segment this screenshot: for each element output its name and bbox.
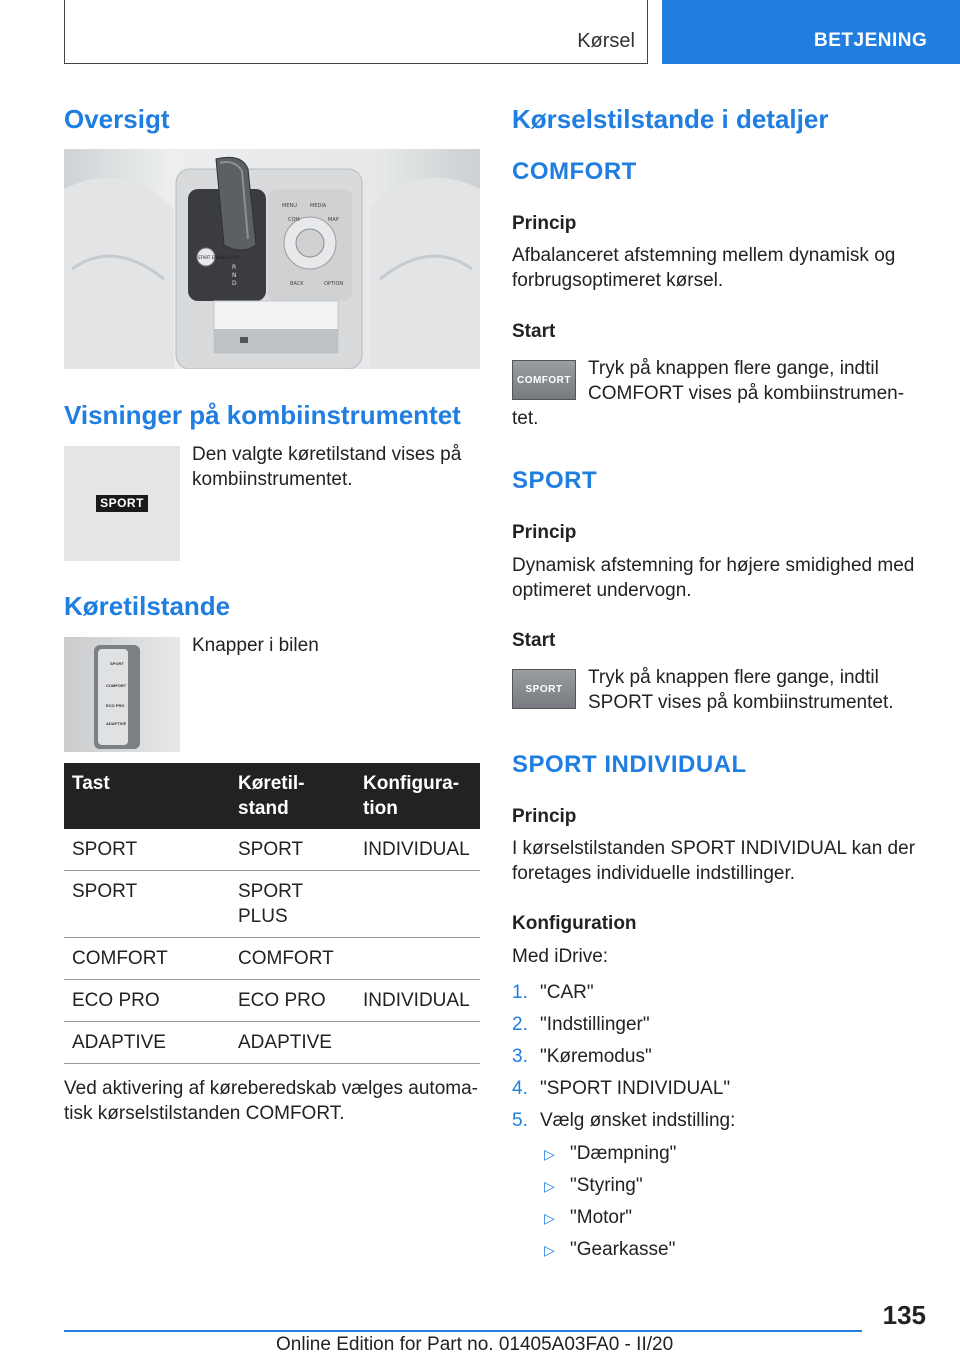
table-row	[64, 871, 480, 938]
comfort-start-text-3: tet.	[512, 408, 539, 429]
table-row	[64, 1022, 480, 1064]
heading-oversigt: Oversigt	[64, 104, 170, 134]
triangle-bullet-icon: ▷	[544, 1242, 555, 1258]
step-text: "CAR"	[540, 982, 594, 1003]
panel-label-comfort: COMFORT	[106, 683, 127, 688]
col-header-tast: Tast	[64, 763, 230, 829]
heading-sport: SPORT	[512, 467, 598, 494]
svg-text:D: D	[232, 280, 237, 287]
table-cell: COMFORT	[64, 938, 230, 980]
list-item	[512, 1014, 650, 1036]
heading-koretilstande: Køretilstande	[64, 591, 231, 621]
table-row	[64, 938, 480, 980]
step-number: 2.	[512, 1014, 528, 1035]
table-cell: ECO PRO	[64, 980, 230, 1022]
list-item	[544, 1207, 632, 1229]
table-cell: INDIVIDUAL	[355, 980, 480, 1022]
page-number: 135	[882, 1300, 926, 1330]
sport-princip-text: Dynamisk afstemning for højere smidighed med optimeret undervogn.	[512, 555, 915, 601]
si-konfig-intro: Med iDrive:	[512, 946, 609, 967]
comfort-start-text-2: COMFORT vises på kombiinstrumen‐	[588, 383, 905, 404]
label-com: COM	[288, 217, 300, 223]
sport-start-text-1: Tryk på knappen flere gange, indtil	[588, 667, 879, 688]
table-cell: SPORT	[64, 829, 230, 871]
after-table-text: Ved aktivering af køreberedskab vælges automatisk kørselstilstanden COMFORT.	[64, 1078, 478, 1124]
table-row	[64, 980, 480, 1022]
heading-sport-individual: SPORT INDIVIDUAL	[512, 751, 747, 778]
list-item	[544, 1143, 676, 1165]
list-item	[512, 982, 594, 1004]
table-cell: INDIVIDUAL	[355, 829, 480, 871]
step-text: "Indstillinger"	[540, 1014, 650, 1035]
substep-text: "Dæmpning"	[570, 1143, 677, 1164]
footer-edition: Online Edition for Part no. 01405A03FA0 - II/20	[276, 1334, 674, 1355]
table-cell	[355, 938, 480, 980]
visninger-text: Den valgte køretilstand vises på kombiinstrumentet.	[192, 444, 462, 490]
comfort-start-label: Start	[512, 321, 556, 342]
col-header-koretilstand: Køretil‐ stand	[230, 763, 355, 829]
gear-console-illustration	[64, 149, 480, 369]
si-princip-text: I kørselstilstanden SPORT INDIVIDUAL kan der foretages individuelle indstillinger.	[512, 838, 916, 884]
mode-table-header	[64, 763, 480, 829]
heading-comfort: COMFORT	[512, 158, 637, 185]
step-number: 1.	[512, 982, 528, 1003]
col-header-konfiguration: Konfigura‐ tion	[355, 763, 480, 829]
triangle-bullet-icon: ▷	[544, 1146, 555, 1162]
label-option: OPTION	[324, 281, 344, 287]
sport-button-image: SPORT	[512, 669, 576, 709]
step-number: 5.	[512, 1110, 528, 1131]
panel-label-sport: SPORT	[110, 661, 124, 666]
label-back: BACK	[290, 281, 304, 287]
sport-start-text-2: SPORT vises på kombiinstrumentet.	[588, 692, 894, 713]
comfort-start-text-1: Tryk på knappen flere gange, indtil	[588, 358, 879, 379]
heading-visninger: Visninger på kombiinstrumentet	[64, 400, 461, 430]
step-text: "SPORT INDIVIDUAL"	[540, 1078, 731, 1099]
substep-text: "Gearkasse"	[570, 1239, 676, 1260]
label-map: MAP	[328, 217, 339, 223]
step-text: "Køremodus"	[540, 1046, 652, 1067]
step-text: Vælg ønsket indstilling:	[540, 1110, 736, 1131]
table-cell: SPORT	[230, 829, 355, 871]
label-media: MEDIA	[310, 203, 327, 209]
panel-label-adaptive: ADAPTIVE	[106, 721, 127, 726]
table-cell	[230, 871, 355, 938]
header-section-tab	[662, 0, 960, 64]
gear-console-photo	[64, 149, 480, 369]
step-number: 3.	[512, 1046, 528, 1067]
panel-label-eco-pro: ECO PRO	[106, 703, 125, 708]
list-item	[512, 1046, 652, 1068]
table-cell: COMFORT	[230, 938, 355, 980]
header-section: BETJENING	[814, 30, 928, 51]
table-cell: ADAPTIVE	[64, 1022, 230, 1064]
footer-divider	[64, 1330, 862, 1332]
sport-display-photo	[64, 446, 180, 561]
list-item	[512, 1078, 730, 1100]
substep-text: "Motor"	[570, 1207, 633, 1228]
mode-table	[64, 763, 480, 1064]
list-item	[544, 1175, 643, 1197]
koretilstande-text: Knapper i bilen	[192, 635, 319, 656]
sport-start-label: Start	[512, 630, 556, 651]
svg-text:N: N	[232, 272, 237, 279]
table-cell	[355, 871, 480, 938]
triangle-bullet-icon: ▷	[544, 1178, 555, 1194]
table-cell: ADAPTIVE	[230, 1022, 355, 1064]
comfort-princip-text: Afbalanceret afstemning mellem dynamisk og forbrugsoptimeret kørsel.	[512, 245, 896, 291]
header-chapter-box	[64, 0, 648, 64]
header-chapter: Kørsel	[577, 30, 635, 52]
mode-buttons-photo	[64, 637, 180, 752]
heading-korselstilstande: Kørselstilstande i detaljer	[512, 104, 829, 134]
comfort-button-image: COMFORT	[512, 360, 576, 400]
list-item	[544, 1239, 675, 1261]
label-start-stop: START ENGINE STOP	[198, 255, 239, 260]
sport-princip-label: Princip	[512, 522, 577, 543]
table-cell: SPORT	[64, 871, 230, 938]
table-cell-text: SPORT PLUS	[238, 881, 303, 927]
triangle-bullet-icon: ▷	[544, 1210, 555, 1226]
svg-text:R: R	[232, 264, 237, 271]
label-menu: MENU	[282, 203, 297, 209]
sport-display-badge: SPORT	[96, 495, 148, 512]
si-konfig-label: Konfiguration	[512, 913, 637, 934]
table-row	[64, 829, 480, 871]
si-princip-label: Princip	[512, 806, 577, 827]
table-cell	[355, 1022, 480, 1064]
comfort-princip-label: Princip	[512, 213, 577, 234]
list-item	[512, 1110, 735, 1132]
step-number: 4.	[512, 1078, 528, 1099]
table-cell: ECO PRO	[230, 980, 355, 1022]
substep-text: "Styring"	[570, 1175, 643, 1196]
